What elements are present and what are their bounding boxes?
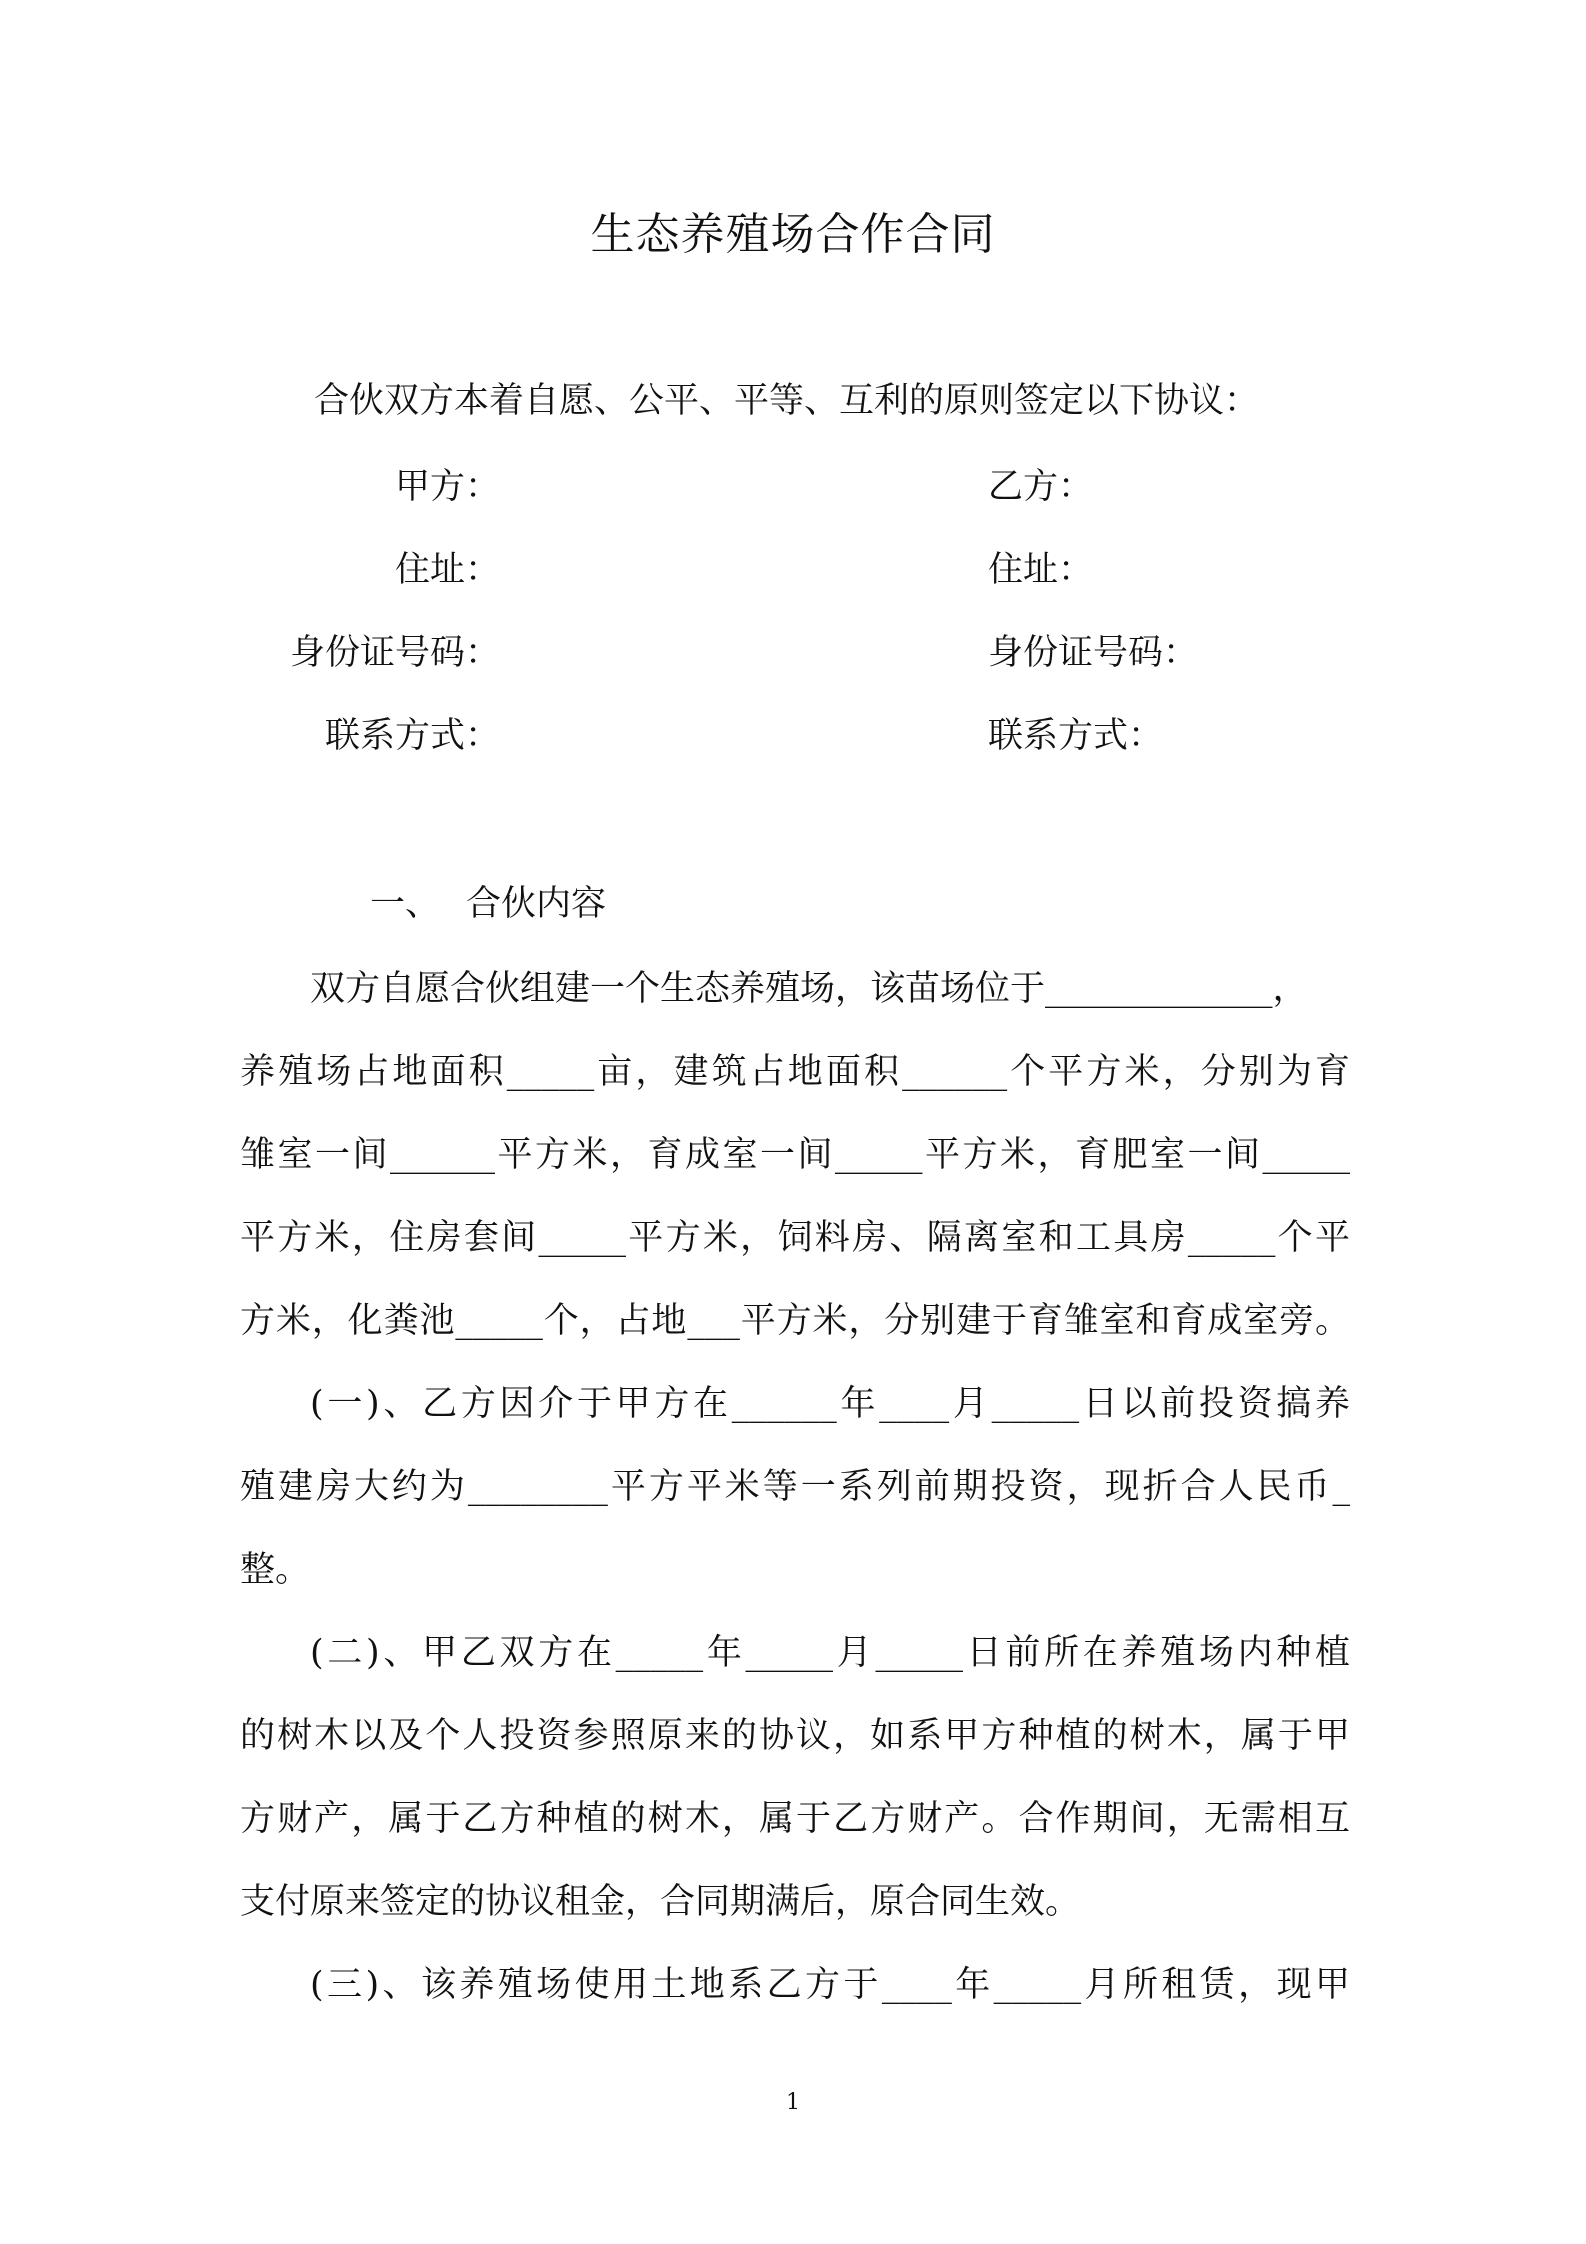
paragraph-line: 养殖场占地面积_____亩，建筑占地面积______个平方米，分别为育 [240,1052,1350,1092]
party-b-address-label: 住址： [988,550,1094,590]
party-a-contact-label: 联系方式： [324,716,500,756]
clause-line: 整。 [240,1550,311,1590]
party-b-name-label: 乙方： [988,467,1094,507]
party-a-name-label: 甲方： [394,467,500,507]
page-number: 1 [786,2090,800,2115]
clause-line: (三)、该养殖场使用土地系乙方于____年_____月所租赁，现甲 [310,1965,1350,2005]
paragraph-line: 平方米，住房套间_____平方米，饲料房、隔离室和工具房_____个平 [240,1218,1350,1258]
paragraph-line: 方米，化粪池_____个，占地___平方米，分别建于育雏室和育成室旁。 [240,1301,1350,1341]
party-b-id-label: 身份证号码： [988,633,1199,673]
clause-line: (一)、乙方因介于甲方在______年____月_____日以前投资搞养 [310,1384,1350,1424]
clause-line: 支付原来签定的协议租金，合同期满后，原合同生效。 [240,1882,1081,1922]
document-title: 生态养殖场合作合同 [590,209,996,260]
section-number: 一、 [370,884,441,924]
clause-line: 殖建房大约为________平方平米等一系列前期投资，现折合人民币_ [240,1467,1350,1507]
section-heading [370,878,606,930]
party-a-id-label: 身份证号码： [289,633,500,673]
party-b-contact-label: 联系方式： [988,716,1164,756]
clause-line: (二)、甲乙双方在_____年_____月_____日前所在养殖场内种植 [310,1633,1350,1673]
paragraph-line: 双方自愿合伙组建一个生态养殖场，该苗场位于_____________， [310,969,1308,1009]
section-heading-text: 合伙内容 [466,884,607,924]
clause-line: 方财产，属于乙方种植的树木，属于乙方财产。合作期间，无需相互 [240,1799,1350,1839]
paragraph-line: 雏室一间______平方米，育成室一间_____平方米，育肥室一间_____ [240,1135,1350,1175]
intro-text: 合伙双方本着自愿、公平、平等、互利的原则签定以下协议： [314,381,1260,421]
party-a-address-label: 住址： [394,550,500,590]
clause-line: 的树木以及个人投资参照原来的协议，如系甲方种植的树木，属于甲 [240,1716,1350,1756]
